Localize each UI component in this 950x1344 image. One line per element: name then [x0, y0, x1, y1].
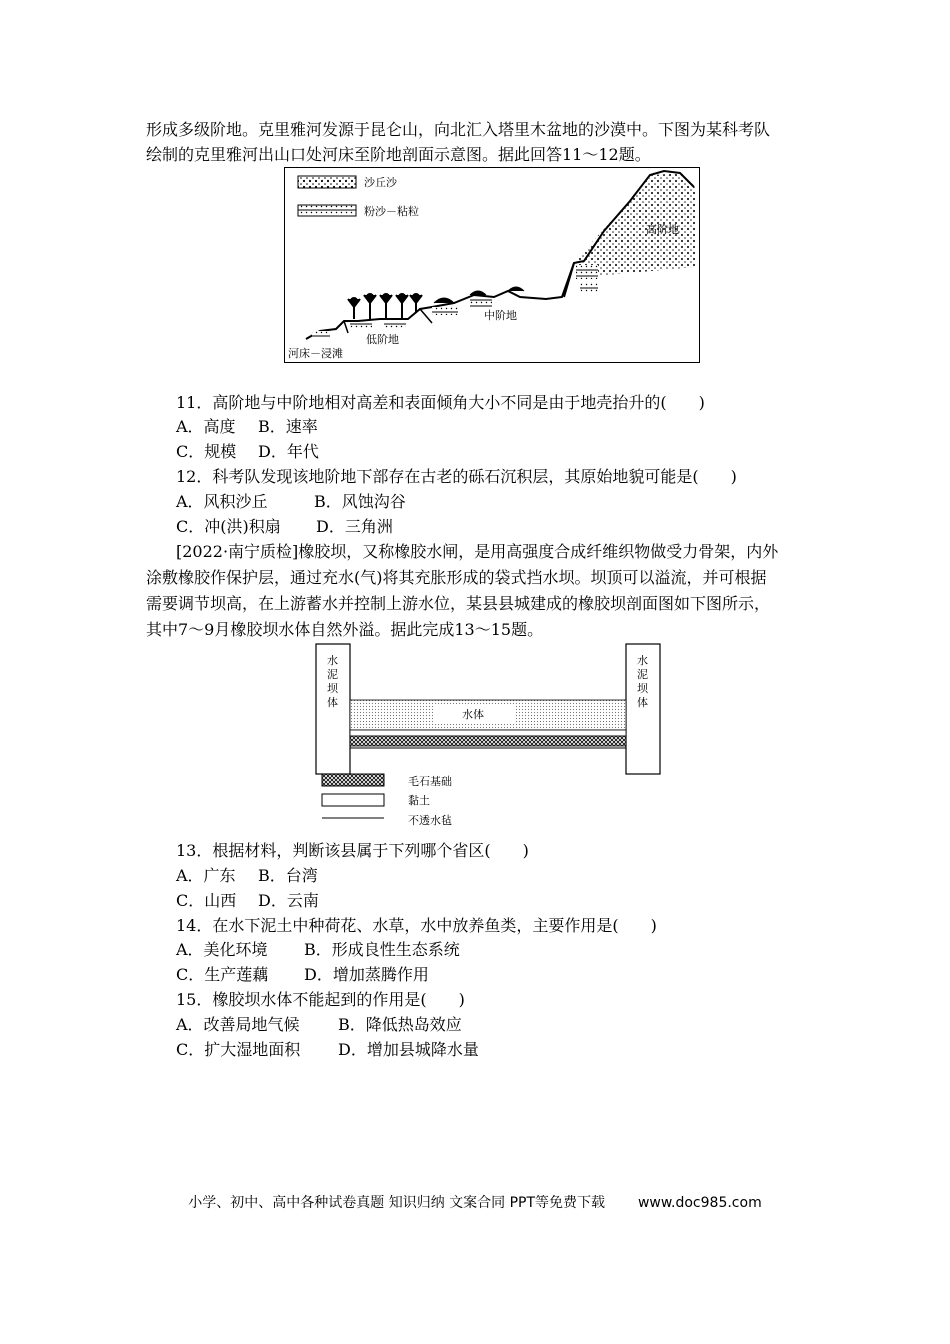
silt-lens-river — [312, 331, 330, 337]
terrace-profile-figure — [284, 167, 700, 363]
legend-dune-swatch — [298, 176, 356, 188]
footer-site-link[interactable]: www.doc985.com — [637, 1195, 762, 1211]
silt-lens-low — [350, 323, 372, 329]
q11-option-c: C．规模 — [176, 442, 237, 461]
q13-option-d: D．云南 — [258, 891, 319, 910]
silt-lens-mid — [432, 307, 458, 315]
silt-lens-low-2 — [384, 323, 406, 329]
svg-text:泥: 泥 — [637, 668, 648, 681]
intro2-line-3: 需要调节坝高，在上游蓄水并控制上游水位，某县县城建成的橡胶坝剖面图如下图所示， — [146, 594, 771, 613]
svg-text:水: 水 — [327, 654, 338, 667]
q15-option-a: A．改善局地气候 — [176, 1015, 300, 1034]
q12-option-c: C．冲(洪)积扇 — [176, 517, 281, 536]
q11-stem: 11．高阶地与中阶地相对高差和表面倾角大小不同是由于地壳抬升的( ) — [176, 393, 705, 412]
q14-option-a: A．美化环境 — [176, 940, 268, 959]
silt-lens-high-2 — [580, 283, 598, 293]
q11-option-a: A．高度 — [176, 417, 236, 436]
q12-option-a: A．风积沙丘 — [176, 492, 268, 511]
water-label: 水体 — [462, 708, 484, 721]
q14-stem: 14．在水下泥土中种荷花、水草，水中放养鱼类，主要作用是( ) — [176, 916, 657, 935]
svg-text:泥: 泥 — [327, 668, 338, 681]
legend-silt-swatch — [298, 205, 356, 216]
q15-stem: 15．橡胶坝水体不能起到的作用是( ) — [176, 990, 465, 1009]
q13-stem: 13．根据材料，判断该县属于下列哪个省区( ) — [176, 841, 529, 860]
footer-text: 小学、初中、高中各种试卷真题 知识归纳 文案合同 PPT等免费下载 — [188, 1195, 606, 1211]
intro2-line-1: [2022·南宁质检]橡胶坝，又称橡胶水闸，是用高强度合成纤维织物做受力骨架，内外 — [176, 542, 779, 561]
q15-option-c: C．扩大湿地面积 — [176, 1040, 301, 1059]
legend-clay-label: 黏土 — [408, 794, 430, 807]
svg-text:体: 体 — [327, 696, 338, 709]
svg-text:体: 体 — [637, 696, 648, 709]
stone-foundation — [350, 736, 626, 746]
q14-option-c: C．生产莲藕 — [176, 965, 269, 984]
legend-stone-label: 毛石基础 — [408, 775, 452, 788]
legend-clay-swatch — [322, 794, 384, 806]
q13-option-b: B．台湾 — [258, 866, 318, 885]
svg-text:坝: 坝 — [327, 682, 338, 695]
low-terrace-label: 低阶地 — [366, 333, 399, 346]
intro2-line-2: 涂敷橡胶作保护层，通过充水(气)将其充胀形成的袋式挡水坝。坝顶可以溢流，并可根据 — [146, 568, 767, 587]
mid-terrace-label: 中阶地 — [484, 309, 517, 322]
q12-option-d: D．三角洲 — [316, 517, 393, 536]
q15-option-d: D．增加县城降水量 — [338, 1040, 479, 1059]
silt-lens-high — [576, 265, 598, 279]
rubber-dam-figure — [314, 642, 664, 830]
q13-option-c: C．山西 — [176, 891, 237, 910]
q12-option-b: B．风蚀沟谷 — [314, 492, 406, 511]
clay-layer-top — [350, 730, 626, 736]
intro2-line-4: 其中7～9月橡胶坝水体自然外溢。据此完成13～15题。 — [146, 620, 544, 639]
river-bed-label: 河床－浸滩 — [288, 347, 343, 360]
silt-lens-mid-2 — [470, 299, 492, 307]
legend-felt-label: 不透水毡 — [408, 814, 452, 827]
q11-option-d: D．年代 — [258, 442, 319, 461]
legend-stone-swatch — [322, 774, 384, 786]
q14-option-d: D．增加蒸腾作用 — [304, 965, 429, 984]
legend-silt-label: 粉沙－粘粒 — [364, 205, 419, 218]
intro-line-1: 形成多级阶地。克里雅河发源于昆仑山，向北汇入塔里木盆地的沙漠中。下图为某科考队 — [146, 120, 771, 139]
intro-line-2: 绘制的克里雅河出山口处河床至阶地剖面示意图。据此回答11～12题。 — [146, 145, 651, 164]
high-terrace-label: 高阶地 — [646, 223, 679, 236]
q12-stem: 12．科考队发现该地阶地下部存在古老的砾石沉积层，其原始地貌可能是( ) — [176, 467, 737, 486]
q13-option-a: A．广东 — [176, 866, 236, 885]
q14-option-b: B．形成良性生态系统 — [304, 940, 460, 959]
q15-option-b: B．降低热岛效应 — [338, 1015, 462, 1034]
svg-text:水: 水 — [637, 654, 648, 667]
legend-dune-label: 沙丘沙 — [364, 176, 397, 189]
svg-text:坝: 坝 — [637, 682, 648, 695]
page-footer — [0, 1192, 950, 1212]
q11-option-b: B．速率 — [258, 417, 318, 436]
